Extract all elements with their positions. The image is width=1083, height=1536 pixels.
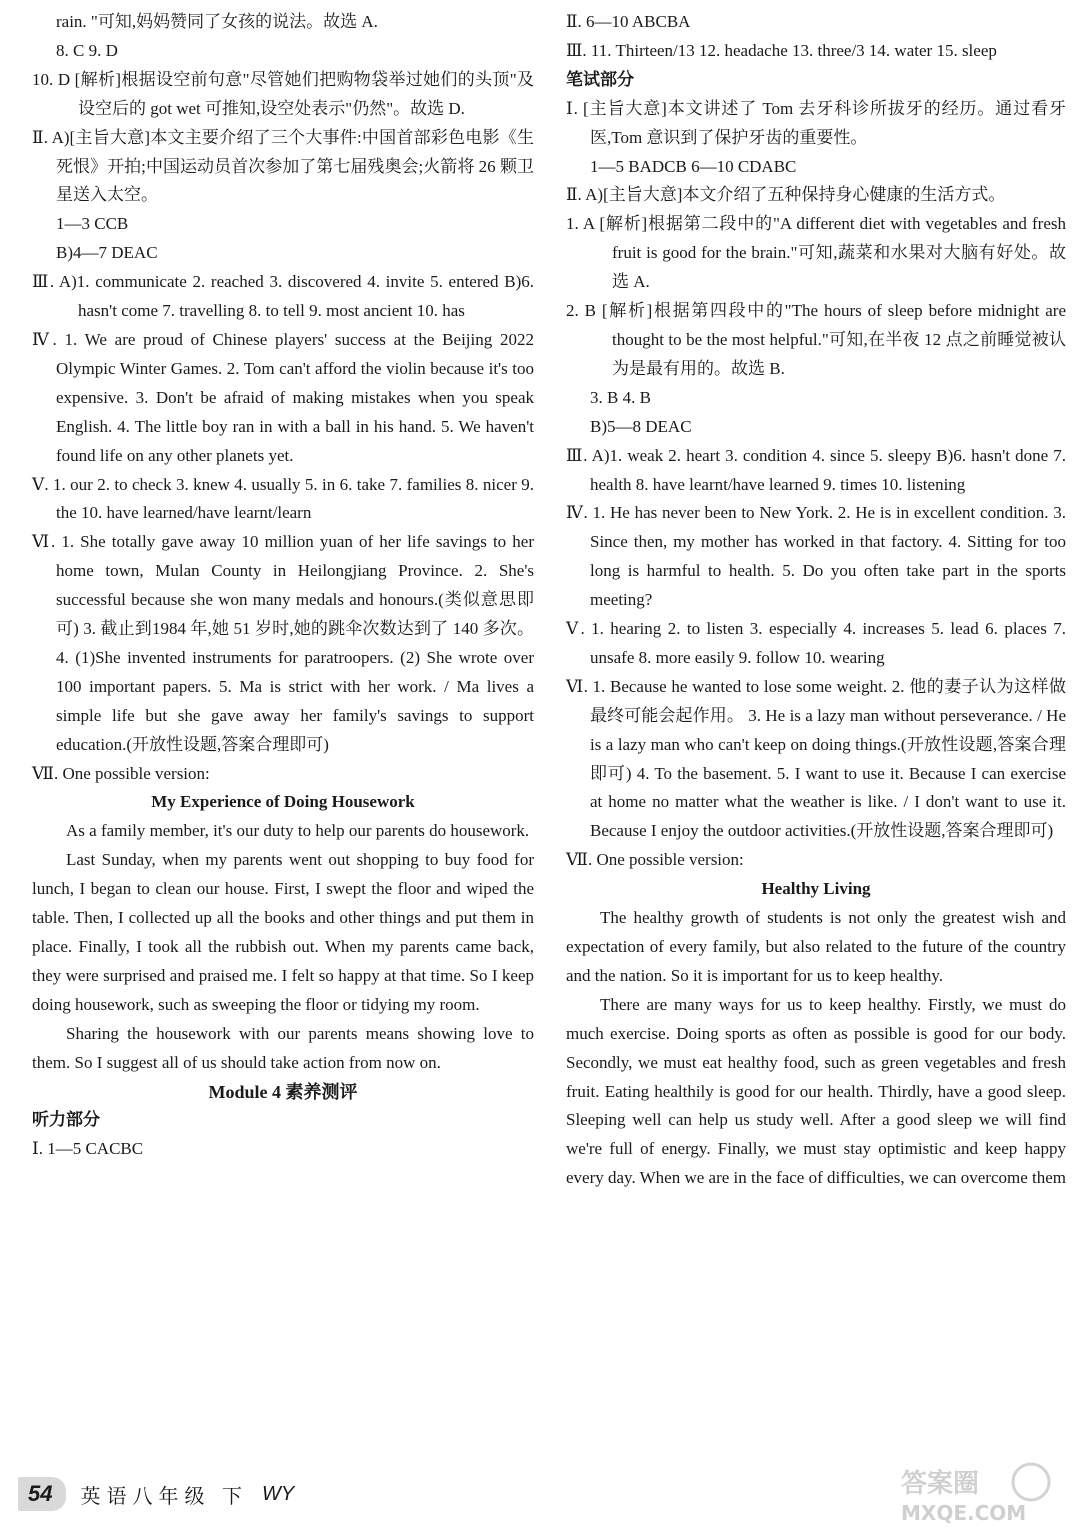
right-essay [566,875,1066,1193]
left-column [32,8,534,1164]
right-essay-body [566,904,1066,1193]
answer-line: Ⅰ. [主旨大意]本文讲述了 Tom 去牙科诊所拔牙的经历。通过看牙医,Tom 意识到了保护牙齿的重要性。 [566,98,1066,147]
left-answer-lines [32,8,534,788]
written-heading: 笔试部分 [566,69,634,89]
left-essay-body [32,817,534,1077]
answer-line: Ⅱ. A)[主旨大意]本文介绍了五种保持身心健康的生活方式。 [566,185,1006,205]
right-answer-lines [566,95,1066,875]
answer-line: Ⅱ. A)[主旨大意]本文主要介绍了三个大事件:中国首部彩色电影《生死恨》开拍;中国运动员首次参加了第七届残奥会;火箭将 26 颗卫星送入太空。 [32,127,534,205]
left-essay [32,788,534,1077]
essay-paragraph: As a family member, it's our duty to help our parents do housework. [66,821,530,841]
answer-line: 1—3 CCB [56,214,129,234]
watermark-logo [881,1458,1071,1528]
answer-line: Ⅱ. 6—10 ABCBA [566,12,691,31]
answer-line: Ⅶ. One possible version: [566,850,744,870]
watermark-ring [1013,1464,1049,1500]
page-number: 54 [18,1477,66,1511]
answer-line: Ⅳ. 1. He has never been to New York. 2. He is in excellent condition. 3. Since then, my mother has worked in that factory. 4. Sitting for too long is harmful to health. 5. Do you often take part in the sports meeting? [566,503,1066,610]
module-title: Module 4 素养测评 [208,1081,358,1102]
watermark-line2: MXQE.COM [901,1501,1027,1525]
right-column [566,8,1066,1193]
answer-line: Ⅵ. 1. Because he wanted to lose some weight. 2. 他的妻子认为这样做最终可能会起作用。 3. He is a lazy man without perseverance. / He is a lazy man who can't keep on doing things.(开放性设题,答案合理即可) 4. To the basement. 5. I want to use it. Because I can exercise at home no matter what the weather is like. / I don't want to use it. Because I enjoy the outdoor activities.(开放性设题,答案合理即可) [566,676,1066,841]
answer-line: B)5—8 DEAC [590,416,692,436]
answer-line: Ⅴ. 1. our 2. to check 3. knew 4. usually 5. in 6. take 7. families 8. nicer 9. the 10. have learned/have learnt/learn [32,474,534,523]
right-essay-title: Healthy Living [761,879,871,899]
answer-line: 8. C 9. D [56,40,118,60]
listening-answer-line: Ⅰ. 1—5 CACBC [32,1139,144,1159]
answer-line: rain. "可知,妈妈赞同了女孩的说法。故选 A. [56,12,378,31]
answer-line: 2. B [解析]根据第四段中的"The hours of sleep before midnight are thought to be the most helpful."可知,在半夜 12 点之前睡觉被认为是最有用的。故选 B. [566,301,1066,378]
answer-line: Ⅲ. 11. Thirteen/13 12. headache 13. three/3 14. water 15. sleep [566,40,997,60]
essay-paragraph: Sharing the housework with our parents means showing love to them. So I suggest all of us should take action from now on. [32,1023,534,1072]
watermark-line1: 答案圈 [901,1469,980,1499]
answer-line: 1. A [解析]根据第二段中的"A different diet with vegetables and fresh fruit is good for the brain."可知,蔬菜和水果对大脑有好处。故选 A. [566,214,1066,292]
essay-paragraph: Last Sunday, when my parents went out shopping to buy food for lunch, I began to clean our house. First, I swept the floor and wiped the table. Then, I collected up all the books and other things and put them in place. Finally, I took all the rubbish out. When my parents came back, they were surprised and praised me. I felt so happy at that time. So I keep doing housework, such as sweeping the floor or tidying my room. [32,850,534,1014]
answer-line: Ⅲ. A)1. communicate 2. reached 3. discovered 4. invite 5. entered B)6. hasn't come 7. travelling 8. to tell 9. most ancient 10. has [32,272,534,321]
edition-mark: WY [262,1482,295,1505]
page-footer [18,1470,294,1518]
essay-paragraph: The healthy growth of students is not only the greatest wish and expectation of every family, but also related to the future of the country and the nation. So it is important for us to keep healthy. [566,908,1066,985]
listening-heading: 听力部分 [32,1110,100,1130]
answer-line: 1—5 BADCB 6—10 CDABC [590,156,797,176]
answer-line: 3. B 4. B [590,387,651,407]
essay-paragraph: There are many ways for us to keep healthy. Firstly, we must do much exercise. Doing sports as often as possible is good for our body. Secondly, we must eat healthy food, such as green vegetables and fresh fruit. Eating healthily is good for our health. Thirdly, have a good sleep. Sleeping well can help us study well. After a good sleep we will find we're full of energy. Finally, we must stay optimistic and keep happy every day. When we are in the face of difficulties, we can overcome them [566,994,1067,1188]
answer-line: B)4—7 DEAC [56,243,158,263]
answer-line: 10. D [解析]根据设空前句意"尽管她们把购物袋举过她们的头顶"及设空后的 got wet 可推知,设空处表示"仍然"。故选 D. [32,69,534,118]
answer-line: Ⅶ. One possible version: [32,763,210,783]
right-listening-answers [566,8,1066,66]
answer-line: Ⅲ. A)1. weak 2. heart 3. condition 4. since 5. sleepy B)6. hasn't done 7. health 8. have learnt/have learned 9. times 10. listening [566,445,1066,494]
left-essay-title: My Experience of Doing Housework [151,792,415,812]
answer-line: Ⅳ. 1. We are proud of Chinese players' success at the Beijing 2022 Olympic Winter Games. 2. Tom can't afford the violin because it's too expensive. 3. Don't be afraid of making mistakes when you speak English. 4. The little boy ran in with a ball in his hand. 5. We haven't found life on any other planets yet. [32,329,534,465]
answer-line: Ⅴ. 1. hearing 2. to listen 3. especially 4. increases 5. lead 6. places 7. unsafe 8. more easily 9. follow 10. wearing [566,619,1066,667]
answer-line: Ⅵ. 1. She totally gave away 10 million yuan of her life savings to her home town, Mulan County in Heilongjiang Province. 2. She's successful because she won many medals and honours.(类似意思即可) 3. 截止到1984 年,她 51 岁时,她的跳伞次数达到了 140 多次。 4. (1)She invented instruments for paratroopers. (2) She wrote over 100 important papers. 5. Ma is strict with her work. / Ma lives a simple life but she gave away her family's savings to support education.(开放性设题,答案合理即可) [32,532,534,754]
book-label: 英语八年级 下 [80,1485,249,1508]
